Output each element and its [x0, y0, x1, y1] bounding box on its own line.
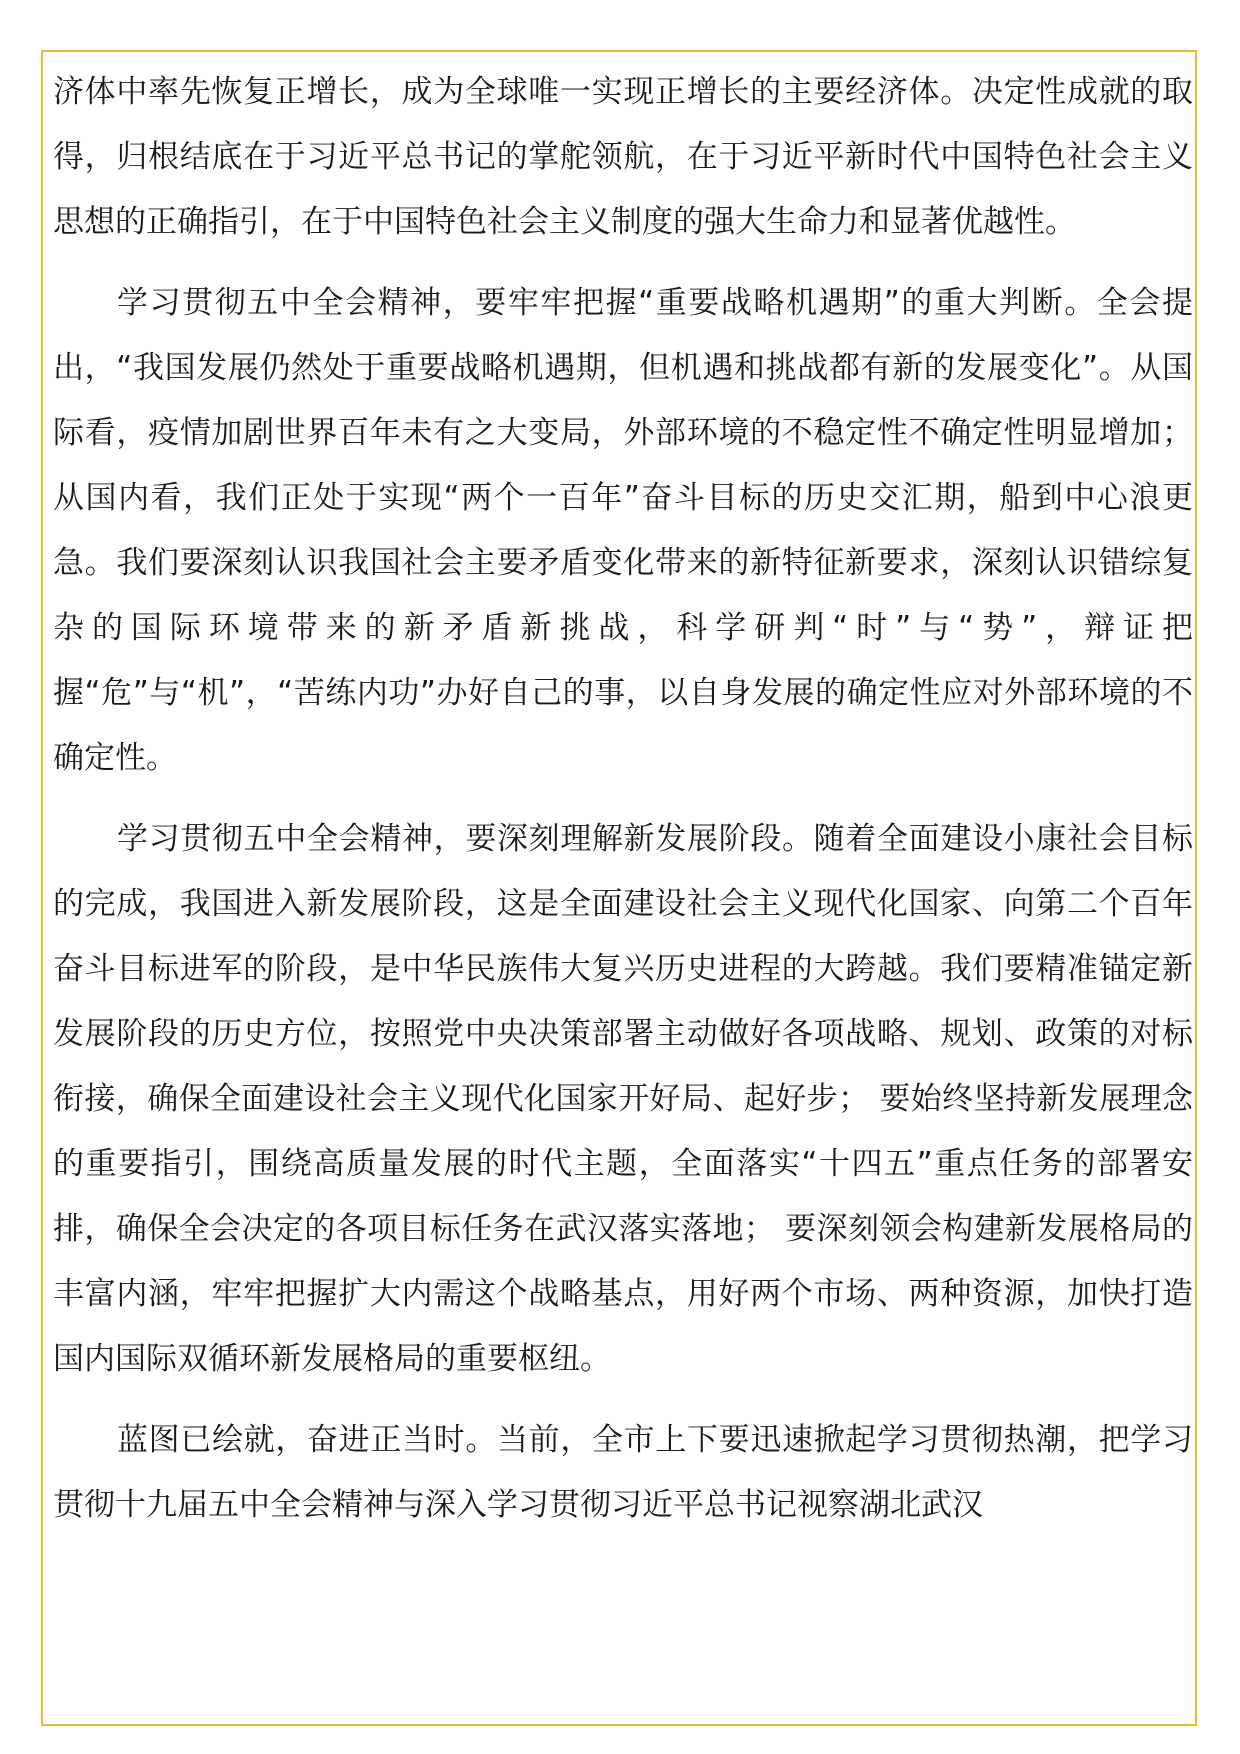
page-frame — [41, 50, 1197, 1726]
paragraph-1: 济体中率先恢复正增长，成为全球唯一实现正增长的主要经济体。决定性成就的取得，归根结底在于习近平总书记的掌舵领航，在于习近平新时代中国特色社会主义思想的正确指引，在于中国特色社会主义制度的强大生命力和显著优越性。 — [53, 74, 1193, 240]
paragraph-2: 学习贯彻五中全会精神，要牢牢把握“重要战略机遇期”的重大判断。全会提出，“我国发展仍然处于重要战略机遇期，但机遇和挑战都有新的发展变化”。从国际看，疫情加剧世界百年未有之大变局，外部环境的不稳定性不确定性明显增加；从国内看，我们正处于实现“两个一百年”奋斗目标的历史交汇期，船到中心浪更急。我们要深刻认识我国社会主要矛盾变化带来的新特征新要求，深刻认识错综复杂的国际环境带来的新矛盾新挑战，科学研判“时”与“势”，辩证把握“危”与“机”，“苦练内功”办好自己的事，以自身发展的确定性应对外部环境的不确定性。 — [53, 285, 1193, 776]
document-body — [53, 60, 1193, 1554]
paragraph-3: 学习贯彻五中全会精神，要深刻理解新发展阶段。随着全面建设小康社会目标的完成，我国进入新发展阶段，这是全面建设社会主义现代化国家、向第二个百年奋斗目标进军的阶段，是中华民族伟大复兴历史进程的大跨越。我们要精准锚定新发展阶段的历史方位，按照党中央决策部署主动做好各项战略、规划、政策的对标衔接，确保全面建设社会主义现代化国家开好局、起好步； 要始终坚持新发展理念的重要指引，围绕高质量发展的时代主题，全面落实“十四五”重点任务的部署安排，确保全会决定的各项目标任务在武汉落实落地； 要深刻领会构建新发展格局的丰富内涵，牢牢把握扩大内需这个战略基点，用好两个市场、两种资源，加快打造国内国际双循环新发展格局的重要枢纽。 — [53, 821, 1193, 1377]
paragraph-4: 蓝图已绘就，奋进正当时。当前，全市上下要迅速掀起学习贯彻热潮，把学习贯彻十九届五中全会精神与深入学习贯彻习近平总书记视察湖北武汉 — [53, 1422, 1193, 1523]
